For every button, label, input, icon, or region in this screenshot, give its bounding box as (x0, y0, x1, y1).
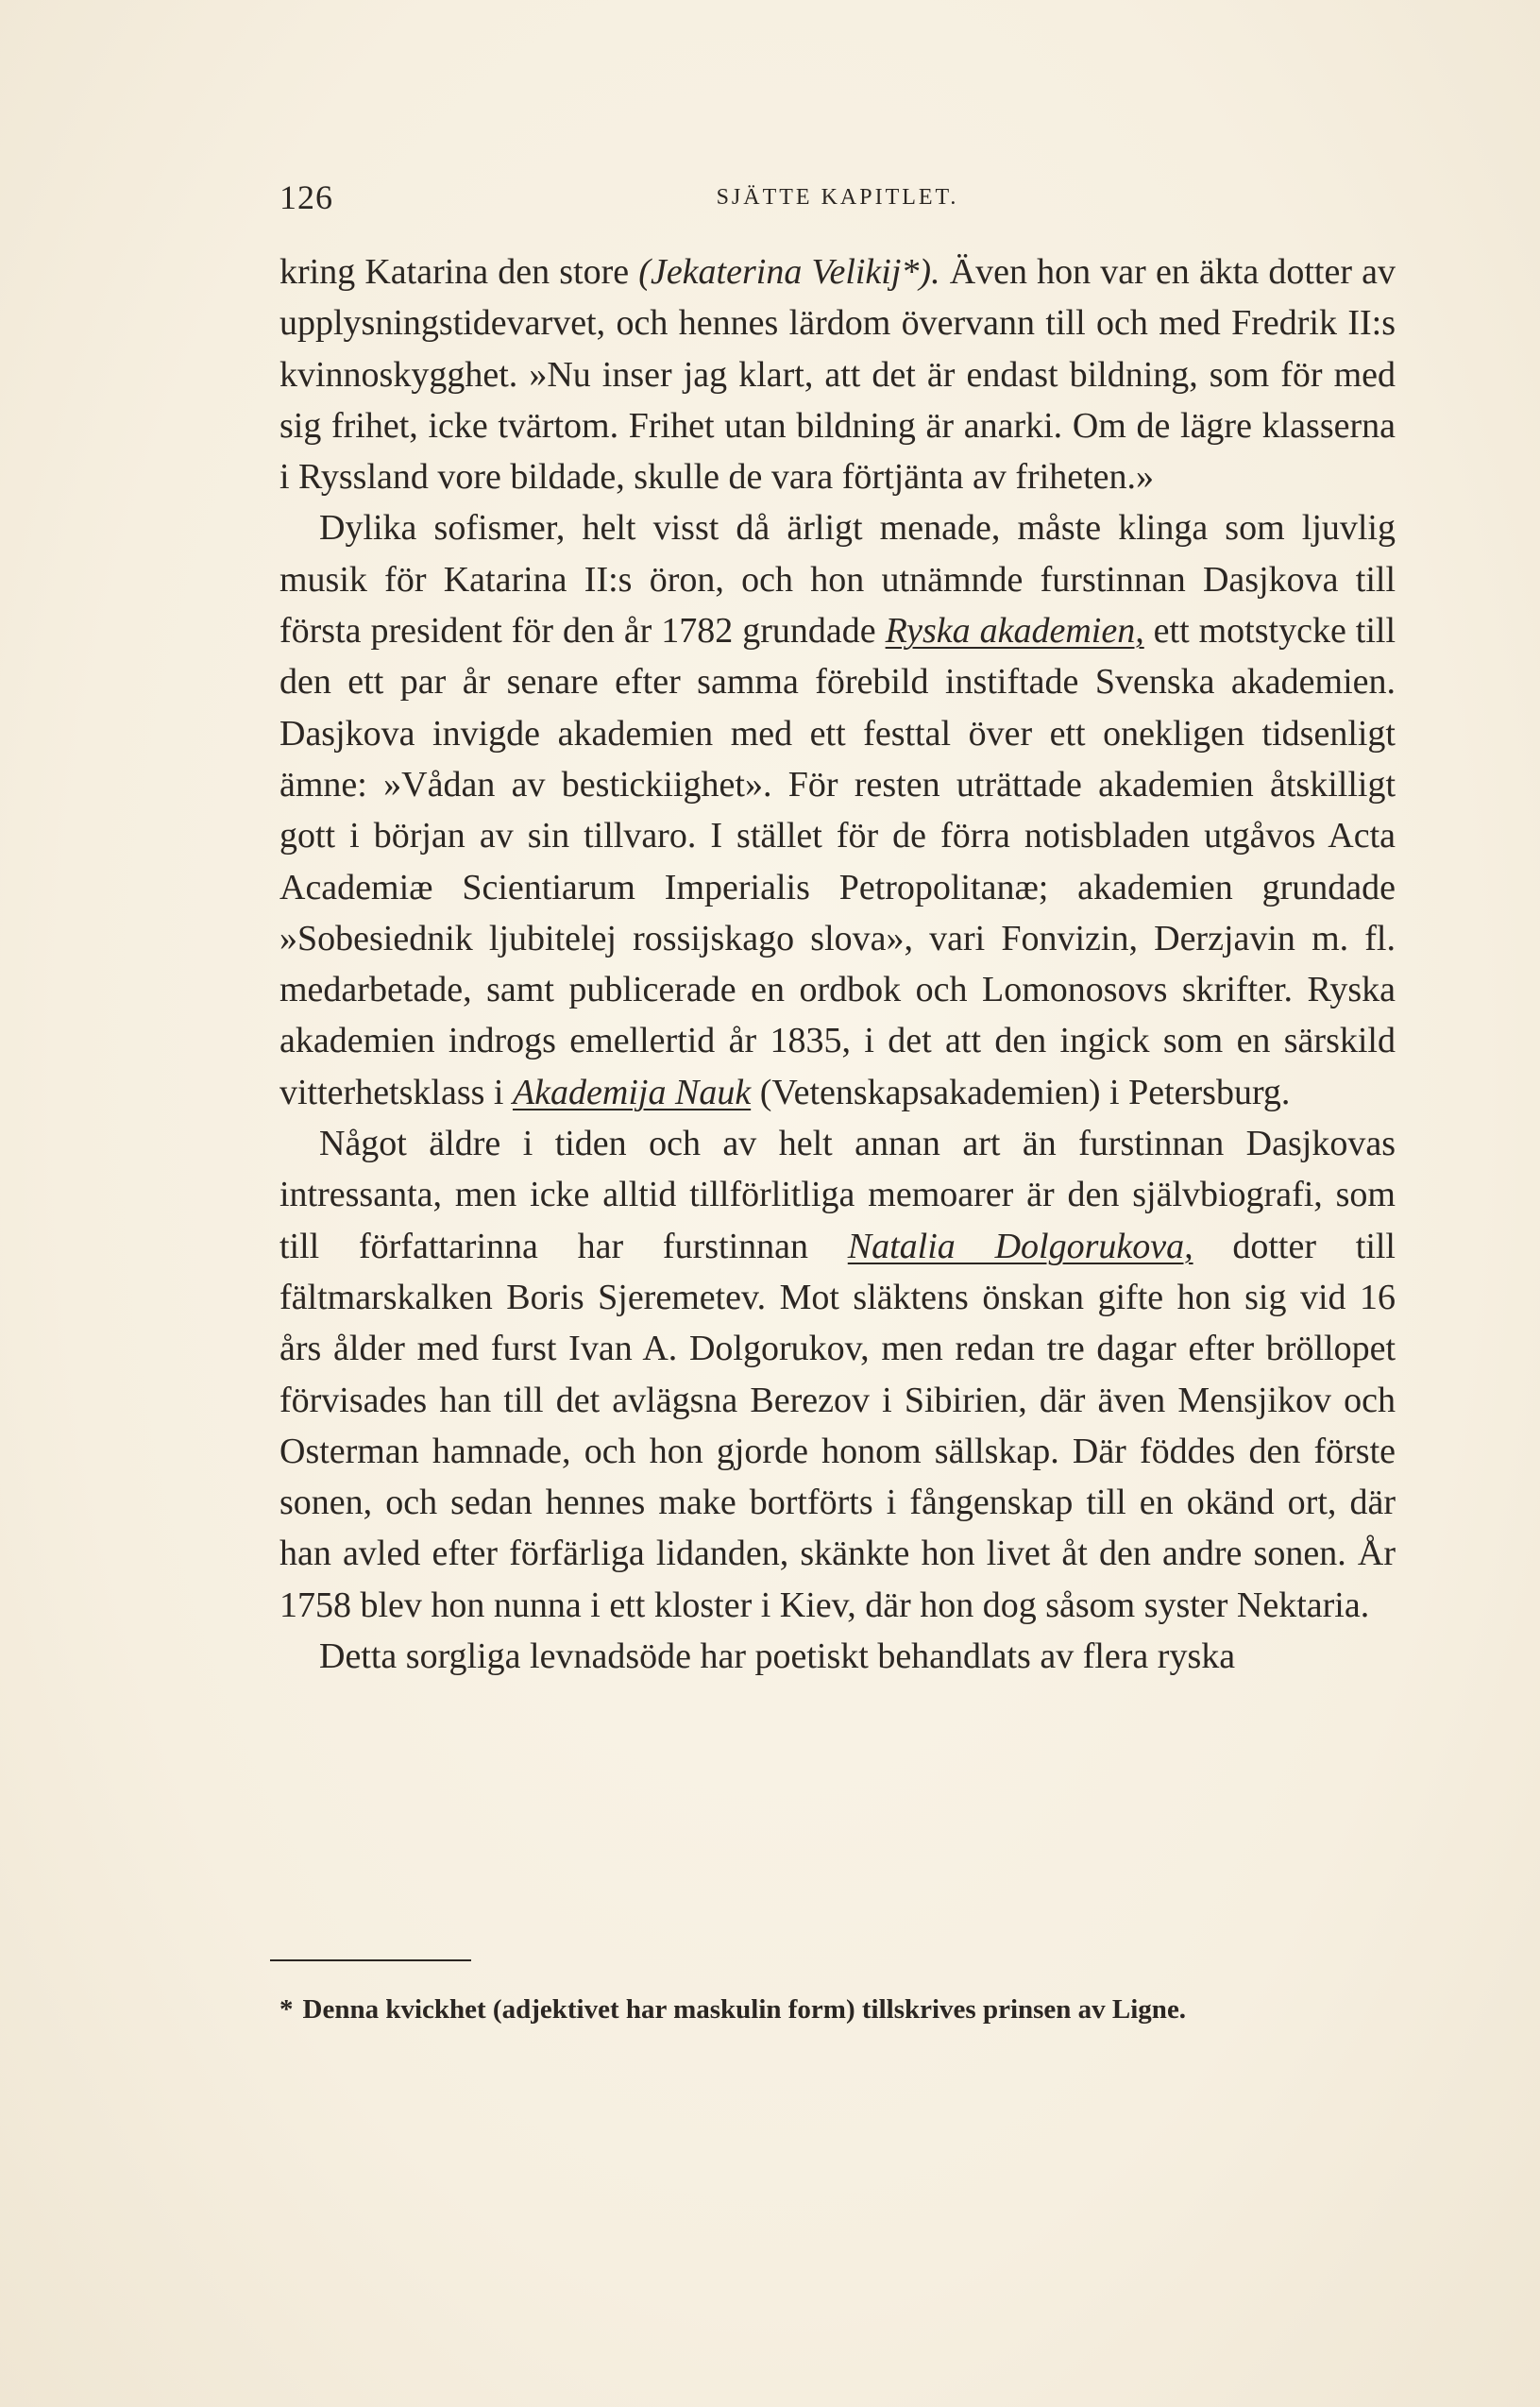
text-segment: (Vetenskapsakademien) i Petersburg. (751, 1072, 1291, 1112)
italic-term: (Jekaterina Velikij*). (638, 252, 940, 292)
underlined-italic-term: Akademija Nauk (512, 1072, 752, 1112)
footnote-divider (270, 1959, 471, 1961)
paragraph-1 (279, 246, 1396, 502)
footnote-mark: * (279, 1994, 294, 2025)
text-segment: kring Katarina den store (279, 252, 639, 292)
page-number: 126 (279, 178, 333, 216)
paragraph-4 (279, 1631, 1396, 1682)
text-segment: ett motstycke till den ett par år senare efter samma förebild instiftade Svenska akademien. Dasjkova invigde akademien med ett festtal över ett onekligen tidsenligt ämne: »Vådan av bestickiighet». För resten uträttade akademien åtskilligt gott i början av sin tillvaro. I stället för de förra notisbladen utgåvos Acta Academiæ Scientiarum Imperialis Petropolitanæ; akademien grundade »Sobesiednik ljubitelej rossijskago slova», vari Fonvizin, Derzjavin m. fl. medarbetade, samt publicerade en ordbok och Lomonosovs skrifter. Ryska akademien indrogs emellertid år 1835, i det att den ingick som en särskild vitterhetsklass i (279, 611, 1396, 1112)
footnote (279, 1991, 1396, 2028)
text-segment: Något äldre i tiden och av helt annan art än furstinnan Dasjkovas intressanta, men icke alltid tillförlitliga memoarer är den självbiografi, som till författarinna har furstinnan (279, 1124, 1396, 1266)
running-head: SJÄTTE KAPITLET. (716, 185, 959, 210)
text-segment: dotter till fältmarskalken Boris Sjeremetev. Mot släktens önskan gifte hon sig vid 16 års ålder med furst Ivan A. Dolgorukov, men redan tre dagar efter bröllopet förvisades han till det avlägsna Berezov i Sibirien, där även Mensjikov och Osterman hamnade, och hon gjorde honom sällskap. Där föddes den förste sonen, och sedan hennes make bortförts i fångenskap till en okänd ort, där han avled efter förfärliga lidanden, skänkte hon livet åt den andre sonen. År 1758 blev hon nunna i ett kloster i Kiev, där hon dog såsom syster Nektaria. (279, 1226, 1396, 1625)
body-text (279, 246, 1396, 1682)
page-header (279, 178, 1396, 223)
text-segment: Även hon var en äkta dotter av upplysningstidevarvet, och hennes lärdom övervann till och med Fredrik II:s kvinnoskygghet. »Nu inser jag klart, att det är endast bildning, som för med sig frihet, icke tvärtom. Frihet utan bildning är anarki. Om de lägre klasserna i Ryssland vore bildade, skulle de vara förtjänta av friheten.» (279, 252, 1396, 498)
text-segment: Dylika sofismer, helt visst då ärligt menade, måste klinga som ljuvlig musik för Katarina II:s öron, och hon utnämnde furstinnan Dasjkova till första president för den år 1782 grundade (279, 508, 1396, 652)
underlined-italic-term: Ryska akademien, (885, 611, 1144, 652)
paragraph-3 (279, 1118, 1396, 1631)
footnote-text: Denna kvickhet (adjektivet har maskulin form) tillskrives prinsen av Ligne. (302, 1994, 1187, 2025)
text-segment: Detta sorgliga levnadsöde har poetiskt behandlats av flera ryska (319, 1636, 1236, 1677)
paragraph-2 (279, 502, 1396, 1118)
underlined-italic-term: Natalia Dolgorukova, (847, 1226, 1193, 1266)
